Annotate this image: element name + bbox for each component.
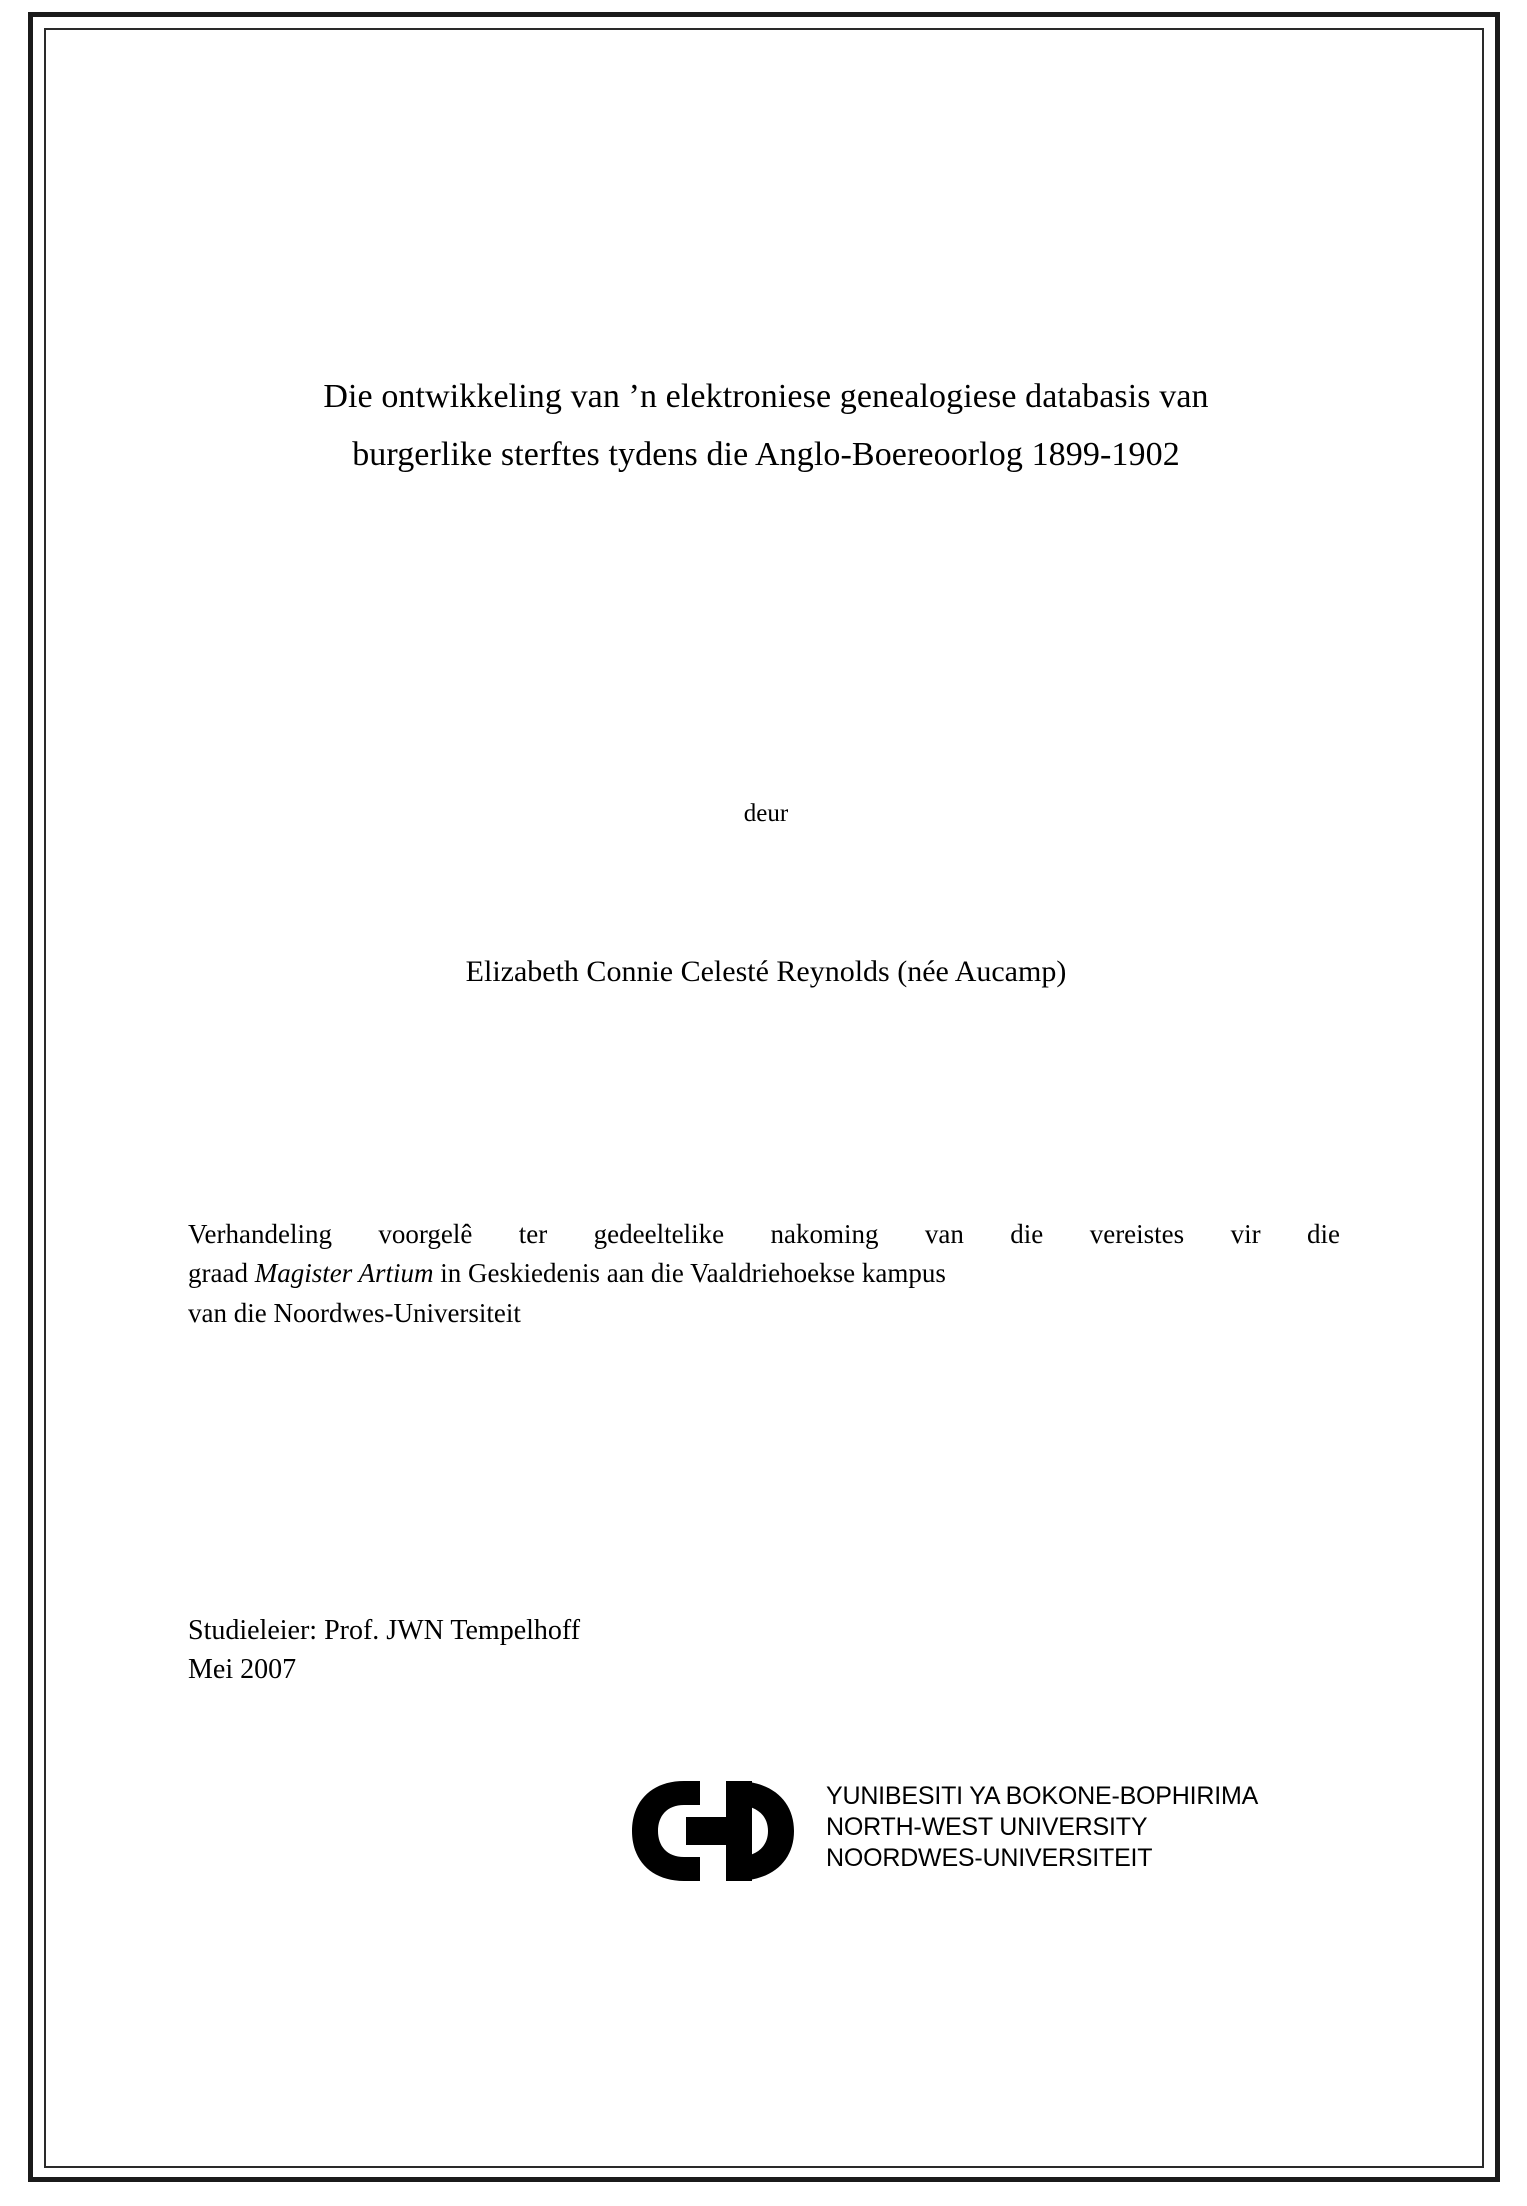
title-line-1: Die ontwikkeling van ’n elektroniese genealogiese databasis van [323,378,1209,415]
date-line: Mei 2007 [188,1653,297,1685]
university-logo [626,1775,1259,1895]
byline-label: deur [743,800,789,827]
degree-name-italic: Magister Artium [254,1258,434,1289]
page-title [186,368,1346,485]
degree-statement-line-3: van die Noordwes-Universiteit [188,1297,521,1328]
nwu-logo-icon [626,1777,821,1885]
degree-statement-line-2-pre: graad [188,1258,255,1289]
author-name: Elizabeth Connie Celesté Reynolds (née Aucamp) [465,955,1067,988]
university-logo-text [826,1781,1259,1874]
title-line-2: burgerlike sterftes tydens die Anglo-Boereoorlog 1899-1902 [352,436,1180,474]
degree-statement-line-2 [188,1254,1340,1293]
logo-text-line-3: NOORDWES-UNIVERSITEIT [826,1844,1153,1872]
supervisor-block [188,1612,1088,1689]
logo-text-line-1: YUNIBESITI YA BOKONE-BOPHIRIMA [826,1782,1259,1810]
title-page-content [186,0,1346,2206]
degree-statement [188,1215,1340,1333]
logo-text-line-2: NORTH-WEST UNIVERSITY [826,1813,1148,1841]
degree-statement-line-2-post: in Geskiedenis aan die Vaaldriehoekse kampus [433,1258,946,1289]
supervisor-line: Studieleier: Prof. JWN Tempelhoff [188,1615,581,1646]
degree-statement-line-1: Verhandeling voorgelê ter gedeeltelike nakoming van die vereistes vir die [188,1219,1340,1249]
